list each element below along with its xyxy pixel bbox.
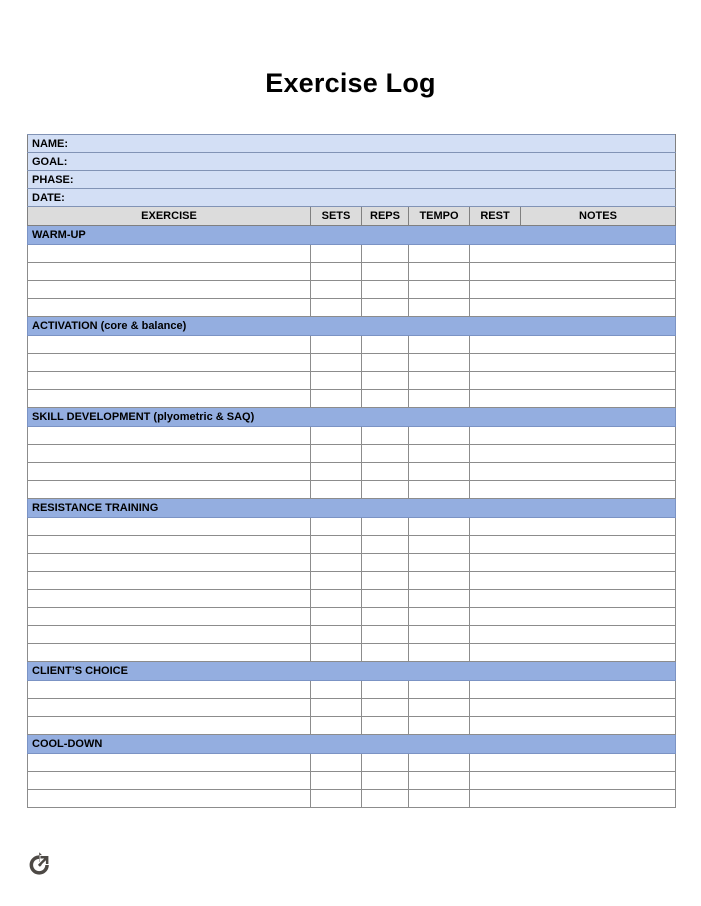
cell-notes[interactable] <box>521 372 676 390</box>
section-header-label: ACTIVATION (core & balance) <box>28 317 676 336</box>
cell-exercise[interactable] <box>28 626 311 644</box>
cell-tempo[interactable] <box>409 536 470 554</box>
info-row <box>28 189 676 207</box>
cell-rest[interactable] <box>470 572 521 590</box>
cell-rest[interactable] <box>470 299 521 317</box>
cell-rest[interactable] <box>470 372 521 390</box>
cell-reps[interactable] <box>362 572 409 590</box>
column-header-exercise: EXERCISE <box>28 207 311 226</box>
cell-sets[interactable] <box>311 699 362 717</box>
cell-reps[interactable] <box>362 608 409 626</box>
section-header-label: SKILL DEVELOPMENT (plyometric & SAQ) <box>28 408 676 427</box>
cell-exercise[interactable] <box>28 463 311 481</box>
table-row <box>28 590 676 608</box>
cell-exercise[interactable] <box>28 372 311 390</box>
cell-rest[interactable] <box>470 754 521 772</box>
page-title: Exercise Log <box>265 68 436 98</box>
cell-rest[interactable] <box>470 263 521 281</box>
cell-notes[interactable] <box>521 245 676 263</box>
cell-sets[interactable] <box>311 536 362 554</box>
cell-rest[interactable] <box>470 245 521 263</box>
cell-rest[interactable] <box>470 772 521 790</box>
cell-notes[interactable] <box>521 336 676 354</box>
cell-tempo[interactable] <box>409 626 470 644</box>
column-header-notes: NOTES <box>521 207 676 226</box>
cell-tempo[interactable] <box>409 644 470 662</box>
cell-sets[interactable] <box>311 681 362 699</box>
cell-sets[interactable] <box>311 481 362 499</box>
cell-notes[interactable] <box>521 699 676 717</box>
cell-rest[interactable] <box>470 554 521 572</box>
cell-tempo[interactable] <box>409 790 470 808</box>
cell-reps[interactable] <box>362 390 409 408</box>
table-row <box>28 536 676 554</box>
cell-notes[interactable] <box>521 281 676 299</box>
cell-exercise[interactable] <box>28 554 311 572</box>
cell-exercise[interactable] <box>28 644 311 662</box>
table-row <box>28 608 676 626</box>
cell-tempo[interactable] <box>409 754 470 772</box>
table-row <box>28 572 676 590</box>
cell-sets[interactable] <box>311 390 362 408</box>
section-header-row <box>28 499 676 518</box>
cell-exercise[interactable] <box>28 717 311 735</box>
cell-sets[interactable] <box>311 608 362 626</box>
cell-tempo[interactable] <box>409 590 470 608</box>
cell-reps[interactable] <box>362 463 409 481</box>
cell-rest[interactable] <box>470 717 521 735</box>
cell-rest[interactable] <box>470 518 521 536</box>
cell-sets[interactable] <box>311 245 362 263</box>
cell-tempo[interactable] <box>409 245 470 263</box>
cell-tempo[interactable] <box>409 263 470 281</box>
table-row <box>28 790 676 808</box>
cell-sets[interactable] <box>311 463 362 481</box>
info-row <box>28 135 676 153</box>
cell-rest[interactable] <box>470 790 521 808</box>
cell-tempo[interactable] <box>409 699 470 717</box>
table-row <box>28 481 676 499</box>
cell-notes[interactable] <box>521 518 676 536</box>
cell-tempo[interactable] <box>409 772 470 790</box>
cell-reps[interactable] <box>362 790 409 808</box>
cell-rest[interactable] <box>470 354 521 372</box>
cell-reps[interactable] <box>362 245 409 263</box>
info-field-goal[interactable]: GOAL: <box>28 153 676 171</box>
cell-rest[interactable] <box>470 445 521 463</box>
cell-rest[interactable] <box>470 626 521 644</box>
column-header-reps: REPS <box>362 207 409 226</box>
cell-exercise[interactable] <box>28 390 311 408</box>
cell-sets[interactable] <box>311 572 362 590</box>
table-row <box>28 717 676 735</box>
cell-reps[interactable] <box>362 372 409 390</box>
cell-rest[interactable] <box>470 699 521 717</box>
cell-sets[interactable] <box>311 772 362 790</box>
cell-reps[interactable] <box>362 717 409 735</box>
cell-reps[interactable] <box>362 518 409 536</box>
cell-notes[interactable] <box>521 717 676 735</box>
cell-rest[interactable] <box>470 481 521 499</box>
table-row <box>28 626 676 644</box>
cell-reps[interactable] <box>362 754 409 772</box>
cell-tempo[interactable] <box>409 281 470 299</box>
cell-sets[interactable] <box>311 554 362 572</box>
cell-reps[interactable] <box>362 772 409 790</box>
cell-reps[interactable] <box>362 590 409 608</box>
table-row <box>28 354 676 372</box>
cell-rest[interactable] <box>470 590 521 608</box>
table-row <box>28 245 676 263</box>
cell-tempo[interactable] <box>409 372 470 390</box>
cell-tempo[interactable] <box>409 717 470 735</box>
cell-reps[interactable] <box>362 536 409 554</box>
table-row <box>28 644 676 662</box>
cell-exercise[interactable] <box>28 354 311 372</box>
table-row <box>28 681 676 699</box>
cell-rest[interactable] <box>470 536 521 554</box>
cell-exercise[interactable] <box>28 245 311 263</box>
cell-notes[interactable] <box>521 390 676 408</box>
cell-exercise[interactable] <box>28 336 311 354</box>
cell-tempo[interactable] <box>409 427 470 445</box>
cell-reps[interactable] <box>362 263 409 281</box>
cell-sets[interactable] <box>311 299 362 317</box>
cell-notes[interactable] <box>521 463 676 481</box>
cell-notes[interactable] <box>521 536 676 554</box>
cell-tempo[interactable] <box>409 445 470 463</box>
info-field-name[interactable]: NAME: <box>28 135 676 153</box>
cell-tempo[interactable] <box>409 481 470 499</box>
cell-notes[interactable] <box>521 754 676 772</box>
cell-exercise[interactable] <box>28 590 311 608</box>
section-header-label: RESISTANCE TRAINING <box>28 499 676 518</box>
section-header-row <box>28 317 676 336</box>
cell-sets[interactable] <box>311 644 362 662</box>
cell-notes[interactable] <box>521 626 676 644</box>
section-header-row <box>28 735 676 754</box>
cell-rest[interactable] <box>470 336 521 354</box>
cell-tempo[interactable] <box>409 681 470 699</box>
cell-sets[interactable] <box>311 754 362 772</box>
info-field-date[interactable]: DATE: <box>28 189 676 207</box>
cell-reps[interactable] <box>362 281 409 299</box>
cell-reps[interactable] <box>362 681 409 699</box>
cell-notes[interactable] <box>521 772 676 790</box>
section-header-label: COOL-DOWN <box>28 735 676 754</box>
cell-exercise[interactable] <box>28 518 311 536</box>
cell-tempo[interactable] <box>409 354 470 372</box>
table-row <box>28 772 676 790</box>
cell-tempo[interactable] <box>409 390 470 408</box>
cell-sets[interactable] <box>311 717 362 735</box>
cell-reps[interactable] <box>362 336 409 354</box>
cell-rest[interactable] <box>470 281 521 299</box>
cell-rest[interactable] <box>470 390 521 408</box>
cell-tempo[interactable] <box>409 463 470 481</box>
cell-notes[interactable] <box>521 445 676 463</box>
cell-exercise[interactable] <box>28 427 311 445</box>
cell-reps[interactable] <box>362 354 409 372</box>
table-row <box>28 281 676 299</box>
cell-notes[interactable] <box>521 554 676 572</box>
cell-notes[interactable] <box>521 681 676 699</box>
cell-reps[interactable] <box>362 445 409 463</box>
cell-exercise[interactable] <box>28 445 311 463</box>
cell-notes[interactable] <box>521 427 676 445</box>
section-header-row <box>28 662 676 681</box>
table-row <box>28 699 676 717</box>
cell-exercise[interactable] <box>28 790 311 808</box>
table-row <box>28 299 676 317</box>
cell-sets[interactable] <box>311 263 362 281</box>
cell-notes[interactable] <box>521 354 676 372</box>
cell-notes[interactable] <box>521 790 676 808</box>
cell-notes[interactable] <box>521 572 676 590</box>
table-row <box>28 445 676 463</box>
cell-rest[interactable] <box>470 463 521 481</box>
cell-rest[interactable] <box>470 427 521 445</box>
cell-notes[interactable] <box>521 299 676 317</box>
column-header-sets: SETS <box>311 207 362 226</box>
cell-exercise[interactable] <box>28 263 311 281</box>
cell-reps[interactable] <box>362 626 409 644</box>
cell-rest[interactable] <box>470 644 521 662</box>
cell-exercise[interactable] <box>28 699 311 717</box>
column-header-rest: REST <box>470 207 521 226</box>
section-header-label: WARM-UP <box>28 226 676 245</box>
column-header-row <box>28 207 676 226</box>
table-row <box>28 463 676 481</box>
cell-sets[interactable] <box>311 445 362 463</box>
table-row <box>28 263 676 281</box>
cell-exercise[interactable] <box>28 608 311 626</box>
cell-sets[interactable] <box>311 590 362 608</box>
table-row <box>28 427 676 445</box>
table-row <box>28 554 676 572</box>
cell-sets[interactable] <box>311 790 362 808</box>
cell-tempo[interactable] <box>409 336 470 354</box>
cell-sets[interactable] <box>311 281 362 299</box>
cell-reps[interactable] <box>362 644 409 662</box>
info-row <box>28 153 676 171</box>
exercise-log-body <box>28 135 676 808</box>
cell-reps[interactable] <box>362 481 409 499</box>
cell-exercise[interactable] <box>28 754 311 772</box>
cell-tempo[interactable] <box>409 299 470 317</box>
cell-sets[interactable] <box>311 427 362 445</box>
cell-tempo[interactable] <box>409 554 470 572</box>
info-row <box>28 171 676 189</box>
cell-rest[interactable] <box>470 608 521 626</box>
cell-sets[interactable] <box>311 354 362 372</box>
cell-notes[interactable] <box>521 608 676 626</box>
cell-exercise[interactable] <box>28 681 311 699</box>
cell-sets[interactable] <box>311 626 362 644</box>
section-header-label: CLIENT’S CHOICE <box>28 662 676 681</box>
cell-tempo[interactable] <box>409 572 470 590</box>
info-field-phase[interactable]: PHASE: <box>28 171 676 189</box>
table-row <box>28 754 676 772</box>
cell-notes[interactable] <box>521 481 676 499</box>
cell-tempo[interactable] <box>409 608 470 626</box>
exercise-log-table <box>27 134 676 808</box>
cell-sets[interactable] <box>311 518 362 536</box>
cell-reps[interactable] <box>362 699 409 717</box>
section-header-row <box>28 408 676 427</box>
cell-exercise[interactable] <box>28 299 311 317</box>
cell-exercise[interactable] <box>28 281 311 299</box>
cell-notes[interactable] <box>521 263 676 281</box>
cell-sets[interactable] <box>311 336 362 354</box>
cell-exercise[interactable] <box>28 536 311 554</box>
cell-rest[interactable] <box>470 681 521 699</box>
circular-arrow-external-link-icon <box>26 852 52 878</box>
cell-tempo[interactable] <box>409 518 470 536</box>
cell-exercise[interactable] <box>28 481 311 499</box>
column-header-tempo: TEMPO <box>409 207 470 226</box>
cell-reps[interactable] <box>362 554 409 572</box>
table-row <box>28 336 676 354</box>
cell-notes[interactable] <box>521 644 676 662</box>
table-row <box>28 518 676 536</box>
section-header-row <box>28 226 676 245</box>
cell-notes[interactable] <box>521 590 676 608</box>
table-row <box>28 390 676 408</box>
cell-exercise[interactable] <box>28 772 311 790</box>
cell-reps[interactable] <box>362 299 409 317</box>
cell-sets[interactable] <box>311 372 362 390</box>
cell-reps[interactable] <box>362 427 409 445</box>
cell-exercise[interactable] <box>28 572 311 590</box>
table-row <box>28 372 676 390</box>
